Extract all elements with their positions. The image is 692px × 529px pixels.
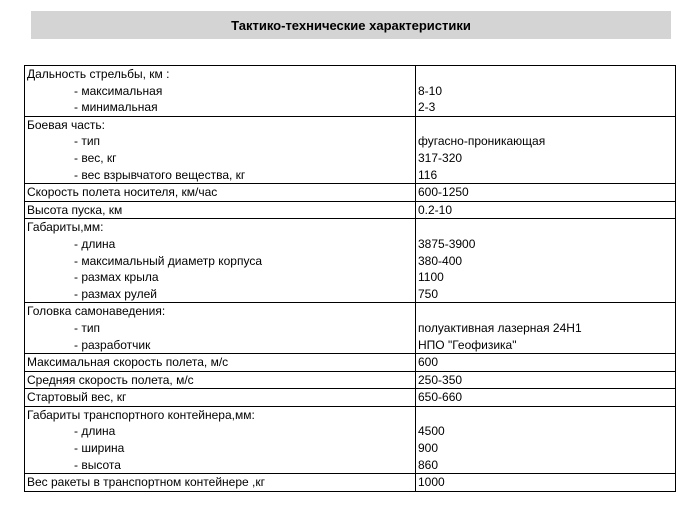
row-value-cell xyxy=(416,116,676,183)
row-label-cell xyxy=(25,303,416,354)
sub-value: 3875-3900 xyxy=(418,236,476,251)
row-value: 0.2-10 xyxy=(418,202,453,217)
sub-value: фугасно-проникающая xyxy=(418,134,546,149)
table-row-dimensions xyxy=(25,219,676,303)
sub-value: 116 xyxy=(418,167,438,182)
table-row-firing-range xyxy=(25,66,676,117)
group-header: Боевая часть: xyxy=(27,117,105,132)
table-row-seeker xyxy=(25,303,676,354)
sub-label: - длина xyxy=(74,236,116,251)
row-label-cell xyxy=(25,66,416,117)
sub-value: 2-3 xyxy=(418,100,436,115)
row-label-cell xyxy=(25,184,416,202)
row-label-cell xyxy=(25,354,416,372)
page-title: Тактико-технические характеристики xyxy=(231,17,471,33)
row-label-cell xyxy=(25,201,416,219)
row-label-cell xyxy=(25,389,416,407)
row-value-cell xyxy=(416,201,676,219)
sub-label: - тип xyxy=(74,320,101,335)
row-value-cell xyxy=(416,474,676,492)
group-header: Габариты,мм: xyxy=(27,220,104,235)
group-header: Габариты транспортного контейнера,мм: xyxy=(27,407,255,422)
row-value-cell xyxy=(416,184,676,202)
sub-value: 8-10 xyxy=(418,83,443,98)
table-row-max-speed xyxy=(25,354,676,372)
row-value: 250-350 xyxy=(418,372,463,387)
row-value-cell xyxy=(416,66,676,117)
row-label-cell xyxy=(25,406,416,473)
table-row-container-dimensions xyxy=(25,406,676,473)
row-value-cell xyxy=(416,219,676,303)
sub-label: - длина xyxy=(74,424,116,439)
row-label-cell xyxy=(25,474,416,492)
row-value-cell xyxy=(416,406,676,473)
row-label: Высота пуска, км xyxy=(27,202,123,217)
row-label: Скорость полета носителя, км/час xyxy=(27,185,218,200)
page-title-bar xyxy=(31,11,671,39)
table-row-launch-weight xyxy=(25,389,676,407)
sub-label: - высота xyxy=(74,457,121,472)
sub-label: - максимальная xyxy=(74,83,163,98)
row-label-cell xyxy=(25,116,416,183)
table-row-warhead xyxy=(25,116,676,183)
group-header: Головка самонаведения: xyxy=(27,304,166,319)
sub-label: - тип xyxy=(74,134,101,149)
row-value-cell xyxy=(416,354,676,372)
sub-value: полуактивная лазерная 24Н1 xyxy=(418,320,582,335)
row-value: 1000 xyxy=(418,475,445,490)
sub-label: - размах рулей xyxy=(74,286,157,301)
specifications-table xyxy=(24,65,676,492)
sub-label: - разработчик xyxy=(74,337,151,352)
row-label-cell xyxy=(25,371,416,389)
sub-value: 317-320 xyxy=(418,150,463,165)
row-label-cell xyxy=(25,219,416,303)
sub-value: НПО "Геофизика" xyxy=(418,337,517,352)
sub-label: - ширина xyxy=(74,441,125,456)
row-value: 600-1250 xyxy=(418,185,469,200)
group-header: Дальность стрельбы, км : xyxy=(27,67,170,81)
sub-value: 1100 xyxy=(418,270,444,285)
sub-label: - размах крыла xyxy=(74,270,159,285)
sub-value: 900 xyxy=(418,441,439,456)
sub-label: - минимальная xyxy=(74,100,158,115)
row-label: Вес ракеты в транспортном контейнере ,кг xyxy=(27,475,265,490)
row-label: Средняя скорость полета, м/с xyxy=(27,372,194,387)
row-value: 650-660 xyxy=(418,390,463,405)
row-value-cell xyxy=(416,303,676,354)
table-row-carrier-speed xyxy=(25,184,676,202)
row-label: Стартовый вес, кг xyxy=(27,390,127,405)
row-value-cell xyxy=(416,371,676,389)
row-value-cell xyxy=(416,389,676,407)
row-value: 600 xyxy=(418,355,439,370)
table-row-average-speed xyxy=(25,371,676,389)
row-label: Максимальная скорость полета, м/с xyxy=(27,355,229,370)
sub-label: - максимальный диаметр корпуса xyxy=(74,253,262,268)
sub-value: 380-400 xyxy=(418,253,463,268)
sub-label: - вес, кг xyxy=(74,150,117,165)
sub-value: 860 xyxy=(418,457,439,472)
sub-value: 4500 xyxy=(418,424,445,439)
table-row-launch-altitude xyxy=(25,201,676,219)
table-row-weight-in-container xyxy=(25,474,676,492)
sub-label: - вес взрывчатого вещества, кг xyxy=(74,167,246,182)
sub-value: 750 xyxy=(418,286,439,301)
